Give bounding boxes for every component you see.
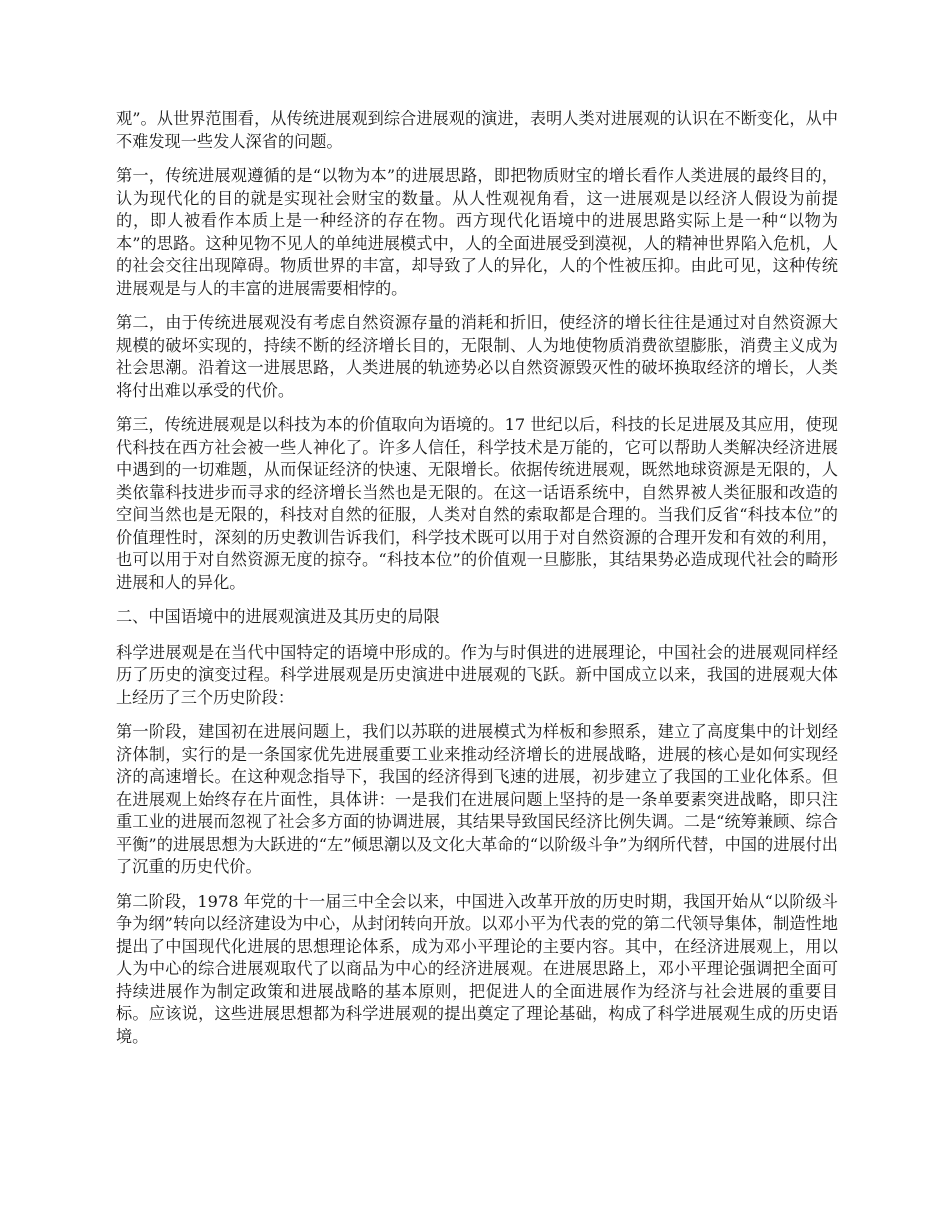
paragraph-stage-one: 第一阶段，建国初在进展问题上，我们以苏联的进展模式为样板和参照系，建立了高度集中的计划经济体制，实行的是一条国家优先进展重要工业来推动经济增长的进展战略，进展的核心是如何实现经济的高速增长。在这种观念指导下，我国的经济得到飞速的进展，初步建立了我国的工业化体系。但在进展观上始终存在片面性，具体讲：一是我们在进展问题上坚持的是一条单要素突进战略，即只注重工业的进展而忽视了社会多方面的协调进展，其结果导致国民经济比例失调。二是“统筹兼顾、综合平衡”的进展思想为大跃进的“左”倾思潮以及文化大革命的“以阶级斗争”为纲所代替，中国的进展付出了沉重的历史代价。	[116, 722, 838, 876]
document-body	[116, 108, 838, 1060]
paragraph-point-two: 第二，由于传统进展观没有考虑自然资源存量的消耗和折旧，使经济的增长往往是通过对自然资源大规模的破坏实现的，持续不断的经济增长目的，无限制、人为地使物质消费欲望膨胀，消费主义成为社会思潮。沿着这一进展思路，人类进展的轨迹势必以自然资源毁灭性的破坏换取经济的增长，人类将付出难以承受的代价。	[116, 313, 838, 400]
paragraph-section-intro: 科学进展观是在当代中国特定的语境中形成的。作为与时俱进的进展理论，中国社会的进展观同样经历了历史的演变过程。科学进展观是历史演进中进展观的飞跃。新中国成立以来，我国的进展观大体上经历了三个历史阶段：	[116, 642, 838, 707]
section-heading: 二、中国语境中的进展观演进及其历史的局限	[116, 607, 440, 626]
paragraph-point-three: 第三，传统进展观是以科技为本的价值取向为语境的。17 世纪以后，科技的长足进展及其应用，使现代科技在西方社会被一些人神化了。许多人信任，科学技术是万能的，它可以帮助人类解决经济进展中遇到的一切难题，从而保证经济的快速、无限增长。依据传统进展观，既然地球资源是无限的，人类依靠科技进步而寻求的经济增长当然也是无限的。在这一话语系统中，自然界被人类征服和改造的空间当然也是无限的，科技对自然的征服，人类对自然的索取都是合理的。当我们反省“科技本位”的价值理性时，深刻的历史教训告诉我们，科学技术既可以用于对自然资源的合理开发和有效的利用，也可以用于对自然资源无度的掠夺。“科技本位”的价值观一旦膨胀，其结果势必造成现代社会的畸形进展和人的异化。	[116, 415, 838, 592]
paragraph-intro: 观”。从世界范围看，从传统进展观到综合进展观的演进，表明人类对进展观的认识在不断变化，从中不难发现一些发人深省的问题。	[116, 109, 838, 151]
paragraph-point-one: 第一，传统进展观遵循的是“以物为本”的进展思路，即把物质财宝的增长看作人类进展的最终目的，认为现代化的目的就是实现社会财宝的数量。从人性观视角看，这一进展观是以经济人假设为前提的，即人被看作本质上是一种经济的存在物。西方现代化语境中的进展思路实际上是一种“以物为本”的思路。这种见物不见人的单纯进展模式中，人的全面进展受到漠视，人的精神世界陷入危机，人的社会交往出现障碍。物质世界的丰富，却导致了人的异化，人的个性被压抑。由此可见，这种传统进展观是与人的丰富的进展需要相悖的。	[116, 166, 838, 298]
paragraph-stage-two: 第二阶段，1978 年党的十一届三中全会以来，中国进入改革开放的历史时期，我国开始从“以阶级斗争为纲”转向以经济建设为中心，从封闭转向开放。以邓小平为代表的党的第二代领导集体，制造性地提出了中国现代化进展的思想理论体系，成为邓小平理论的主要内容。其中，在经济进展观上，用以人为中心的综合进展观取代了以商品为中心的经济进展观。在进展思路上，邓小平理论强调把全面可持续进展作为制定政策和进展战略的基本原则，把促进人的全面进展作为经济与社会进展的重要目标。应该说，这些进展思想都为科学进展观的提出奠定了理论基础，构成了科学进展观生成的历史语境。	[116, 891, 838, 1046]
